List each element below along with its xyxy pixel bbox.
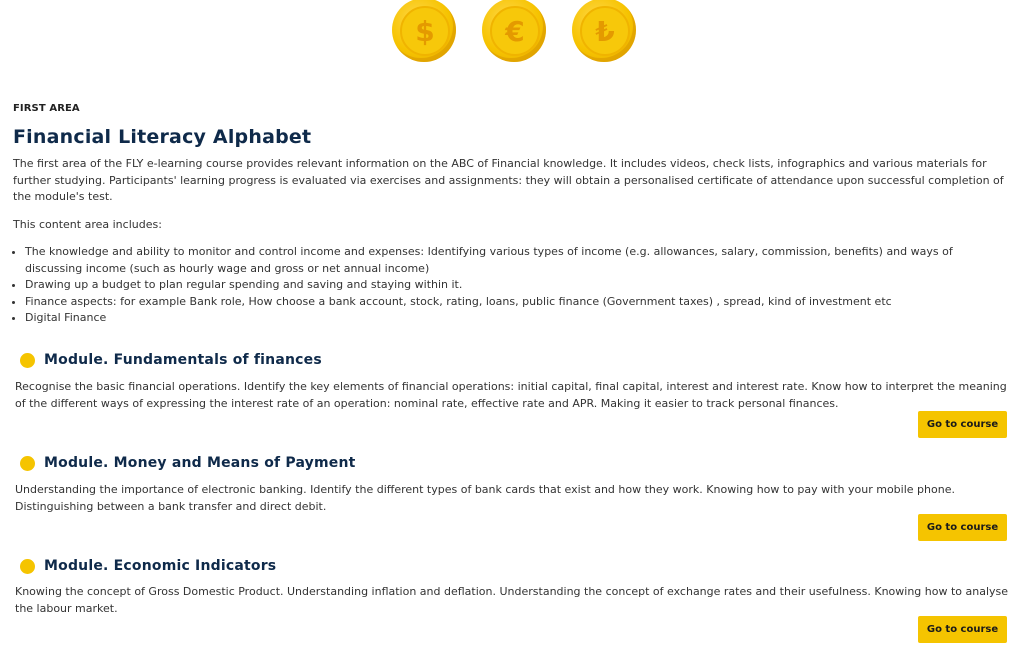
list-item: • The knowledge and ability to monitor and control income and expenses: Identifying various types of income (e.g. allowances, salary, commission, benefits) and ways of discussing income (such as hourly wage and gross or net annual income) <box>25 244 1013 277</box>
dollar-symbol: $ <box>400 6 450 56</box>
module-description: Recognise the basic financial operations. Identify the key elements of financial operations: initial capital, final capital, interest and interest rate. Know how to interpret the meaning of the different ways of expressing the interest rate of an operation: nominal rate, effective rate and APR. Making it easier to track personal finances. <box>15 380 1007 410</box>
area-eyebrow: FIRST AREA <box>13 103 80 114</box>
module-description: Understanding the importance of electronic banking. Identify the different types of bank cards that exist and how they work. Knowing how to pay with your mobile phone. Distinguishing between a bank transfer and direct debit. <box>15 483 955 513</box>
go-to-course-button[interactable]: Go to course <box>918 514 1007 541</box>
lira-coin-icon <box>572 0 636 62</box>
bullet-dot-icon <box>20 353 35 368</box>
includes-list <box>13 244 1013 327</box>
module-description: Knowing the concept of Gross Domestic Product. Understanding inflation and deflation. Understanding the concept of exchange rates and their usefulness. Knowing how to analyse the labour market. <box>15 585 1009 615</box>
list-item: • Finance aspects: for example Bank role, How choose a bank account, stock, rating, loans, public finance (Government taxes) , spread, kind of investment etc <box>25 294 1013 311</box>
module-title: Module. Economic Indicators <box>44 558 277 574</box>
go-to-course-button[interactable]: Go to course <box>918 616 1007 643</box>
list-item: • Drawing up a budget to plan regular spending and saving and staying within it. <box>25 277 1013 294</box>
lira-symbol: ₺ <box>580 6 630 56</box>
module-title: Module. Fundamentals of finances <box>44 352 322 368</box>
dollar-coin-icon <box>392 0 456 62</box>
bullet-dot-icon <box>20 456 35 471</box>
bullet-dot-icon <box>20 559 35 574</box>
module-title: Module. Money and Means of Payment <box>44 455 356 471</box>
area-title: Financial Literacy Alphabet <box>13 126 312 148</box>
euro-coin-icon <box>482 0 546 62</box>
go-to-course-button[interactable]: Go to course <box>918 411 1007 438</box>
euro-symbol: € <box>490 6 540 56</box>
includes-label: This content area includes: <box>13 217 162 231</box>
area-section <box>13 103 1013 327</box>
coins-banner <box>392 0 636 64</box>
list-item: • Digital Finance <box>25 310 1013 327</box>
module-header <box>20 352 322 368</box>
area-intro: The first area of the FLY e-learning course provides relevant information on the ABC of Financial knowledge. It includes videos, check lists, infographics and various materials for further studying. Participants' learning progress is evaluated via exercises and assignments: they will obtain a personalised certificate of attendance upon successful completion of the module's test. <box>13 157 1004 203</box>
module-header <box>20 455 356 471</box>
module-header <box>20 558 276 574</box>
